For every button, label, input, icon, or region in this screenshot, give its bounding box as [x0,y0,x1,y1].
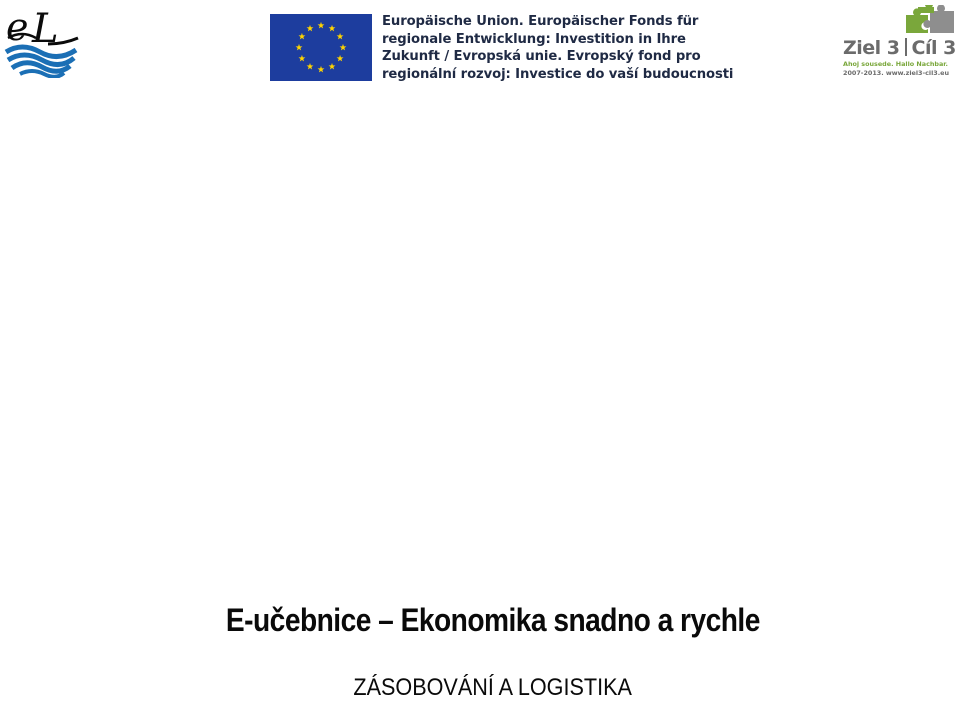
ziel3-left: Ziel 3 [843,37,900,59]
eu-funding-text [382,13,734,83]
eu-text-line: regionální rozvoj: Investice do vaší budoucnosti [382,66,734,82]
el-wave-logo-icon [6,5,78,77]
svg-text:e: e [6,5,29,49]
ziel3-subtitle [843,60,949,78]
svg-text:L: L [32,6,59,52]
el-logo [2,2,80,78]
eu-flag-icon [270,14,372,81]
puzzle-icon [904,5,956,35]
eu-text-line: Zukunft / Evropská unie. Evropský fond pro [382,49,701,65]
ziel3-logo-title [843,37,956,59]
ziel3-tagline: Ahoj sousede. Hallo Nachbar. [843,60,948,68]
divider [905,38,907,56]
page-title: E-učebnice – Ekonomika snadno a rychle [225,602,760,638]
ziel3-years-url: 2007-2013. www.ziel3-cil3.eu [843,69,950,77]
eu-text-line: regionale Entwicklung: Investition in Ihre [382,31,686,47]
cil3-right: Cíl 3 [911,37,956,59]
page-subtitle: ZÁSOBOVÁNÍ A LOGISTIKA [353,674,632,701]
eu-text-line: Europäische Union. Europäischer Fonds für [382,14,699,29]
